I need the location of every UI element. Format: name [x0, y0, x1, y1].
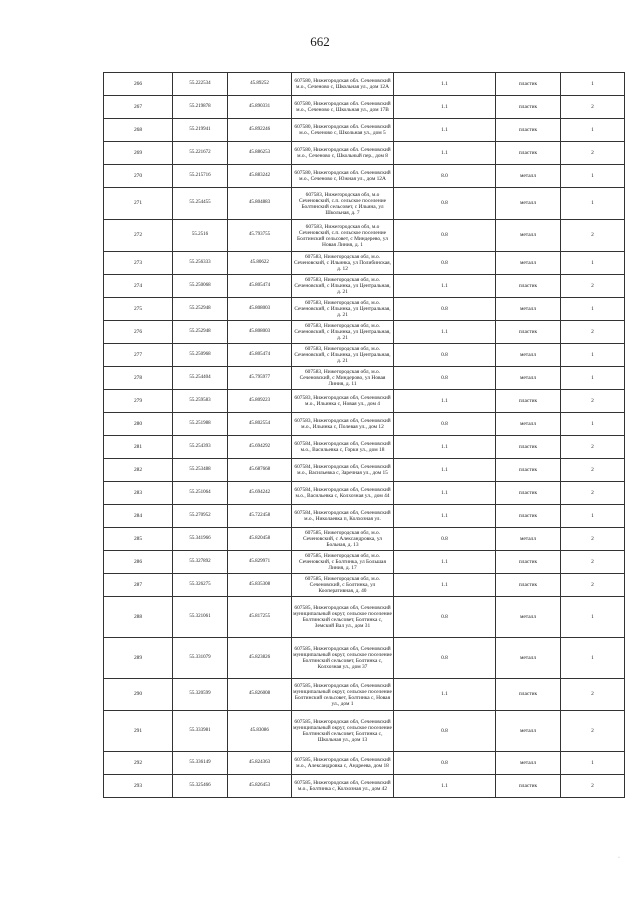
volume-cell: 1.1	[394, 679, 496, 711]
material-cell: металл	[496, 413, 561, 436]
volume-cell: 1.1	[394, 390, 496, 413]
material-cell: металл	[496, 220, 561, 252]
table-row	[104, 551, 625, 574]
address-cell: 607583, Нижегородская обл, Сеченовский м.о., Ильинка с, Полевая ул., дом 12	[292, 413, 394, 436]
address-cell: 607583, Нижегородская обл, м.о Сеченовский, с.п. сельское поселение Болтинский сельсовет, с Ильина, ул Школьная, д. 7	[292, 188, 394, 220]
longitude-cell: 45.795977	[228, 367, 292, 390]
volume-cell: 1.1	[394, 73, 496, 96]
table-row	[104, 73, 625, 96]
volume-cell: 1.1	[394, 551, 496, 574]
row-number: 288	[104, 597, 173, 638]
row-number: 279	[104, 390, 173, 413]
material-cell: металл	[496, 597, 561, 638]
table-row	[104, 390, 625, 413]
count-cell: 2	[561, 436, 625, 459]
material-cell: металл	[496, 165, 561, 188]
table-row	[104, 344, 625, 367]
table-row	[104, 436, 625, 459]
latitude-cell: 55.325466	[173, 775, 228, 798]
latitude-cell: 55.326275	[173, 574, 228, 597]
material-cell: пластик	[496, 436, 561, 459]
row-number: 266	[104, 73, 173, 96]
table-row	[104, 165, 625, 188]
address-cell: 607583, Нижегородская обл, м.о. Сеченовский, с Ильинка, ул Центральная, д. 21	[292, 321, 394, 344]
table-row	[104, 188, 625, 220]
material-cell: металл	[496, 528, 561, 551]
material-cell: металл	[496, 367, 561, 390]
material-cell: пластик	[496, 679, 561, 711]
row-number: 268	[104, 119, 173, 142]
row-number: 291	[104, 711, 173, 752]
count-cell: 1	[561, 119, 625, 142]
row-number: 292	[104, 752, 173, 775]
volume-cell: 0.8	[394, 344, 496, 367]
count-cell: 2	[561, 459, 625, 482]
latitude-cell: 55.254393	[173, 436, 228, 459]
longitude-cell: 45.722458	[228, 505, 292, 528]
latitude-cell: 55.341966	[173, 528, 228, 551]
latitude-cell: 55.327892	[173, 551, 228, 574]
longitude-cell: 45.694242	[228, 482, 292, 505]
row-number: 289	[104, 638, 173, 679]
table-row	[104, 775, 625, 798]
table-row	[104, 220, 625, 252]
volume-cell: 0.8	[394, 298, 496, 321]
latitude-cell: 55.222534	[173, 73, 228, 96]
longitude-cell: 45.890331	[228, 96, 292, 119]
material-cell: пластик	[496, 119, 561, 142]
latitude-cell: 55.256333	[173, 252, 228, 275]
table-row	[104, 252, 625, 275]
longitude-cell: 45.809223	[228, 390, 292, 413]
count-cell: 2	[561, 711, 625, 752]
latitude-cell: 55.219878	[173, 96, 228, 119]
row-number: 284	[104, 505, 173, 528]
table-row	[104, 711, 625, 752]
table-row	[104, 482, 625, 505]
count-cell: 1	[561, 344, 625, 367]
page-number: 662	[310, 34, 330, 49]
row-number: 286	[104, 551, 173, 574]
material-cell: пластик	[496, 459, 561, 482]
material-cell: пластик	[496, 482, 561, 505]
latitude-cell: 55.252948	[173, 321, 228, 344]
table-row	[104, 752, 625, 775]
row-number: 275	[104, 298, 173, 321]
volume-cell: 1.1	[394, 321, 496, 344]
table-row	[104, 142, 625, 165]
table-row	[104, 574, 625, 597]
latitude-cell: 55.331079	[173, 638, 228, 679]
longitude-cell: 45.824363	[228, 752, 292, 775]
address-cell: 607580, Нижегородская обл. Сеченовский м.о., Сеченово с, Южная ул., дом 12А	[292, 165, 394, 188]
row-number: 270	[104, 165, 173, 188]
table-row	[104, 505, 625, 528]
latitude-cell: 55.321061	[173, 597, 228, 638]
longitude-cell: 45.83086	[228, 711, 292, 752]
latitude-cell: 55.2516	[173, 220, 228, 252]
row-number: 285	[104, 528, 173, 551]
row-number: 287	[104, 574, 173, 597]
table-row	[104, 679, 625, 711]
latitude-cell: 55.251064	[173, 482, 228, 505]
address-cell: 607585, Нижегородская обл, Сеченовский муниципальный округ, сельское поселение Болтинский сельсовет, Болтинка с, Школьная ул., дом 13	[292, 711, 394, 752]
row-number: 293	[104, 775, 173, 798]
material-cell: пластик	[496, 73, 561, 96]
longitude-cell: 45.892246	[228, 119, 292, 142]
table-row	[104, 459, 625, 482]
address-cell: 607584, Нижегородская обл, Сеченовский м.о., Васильевка с, Колхозная ул., дом 44	[292, 482, 394, 505]
latitude-cell: 55.250068	[173, 275, 228, 298]
scan-mark: ·	[618, 855, 620, 861]
row-number: 271	[104, 188, 173, 220]
latitude-cell: 55.336149	[173, 752, 228, 775]
count-cell: 2	[561, 275, 625, 298]
material-cell: металл	[496, 252, 561, 275]
volume-cell: 0.8	[394, 367, 496, 390]
count-cell: 1	[561, 298, 625, 321]
row-number: 290	[104, 679, 173, 711]
table-row	[104, 96, 625, 119]
table-row	[104, 638, 625, 679]
material-cell: металл	[496, 344, 561, 367]
material-cell: пластик	[496, 96, 561, 119]
material-cell: пластик	[496, 505, 561, 528]
material-cell: металл	[496, 752, 561, 775]
material-cell: пластик	[496, 275, 561, 298]
volume-cell: 1.1	[394, 574, 496, 597]
volume-cell: 0.8	[394, 188, 496, 220]
volume-cell: 1.1	[394, 505, 496, 528]
material-cell: металл	[496, 298, 561, 321]
row-number: 273	[104, 252, 173, 275]
address-cell: 607583, Нижегородская обл, м.о. Сеченовский, с Ильинка, ул Центральная, д. 21	[292, 298, 394, 321]
latitude-cell: 55.254404	[173, 367, 228, 390]
volume-cell: 0.8	[394, 597, 496, 638]
address-cell: 607585, Нижегородская обл, Сеченовский муниципальный округ, сельское поселение Болтинский сельсовет, Болтинка с, Земский Вал ул., дом 31	[292, 597, 394, 638]
address-cell: 607585, Нижегородская обл, Сеченовский муниципальный округ, сельское поселение Болтинский сельсовет, Болтинка с, Колхозная ул., дом 37	[292, 638, 394, 679]
longitude-cell: 45.804883	[228, 188, 292, 220]
material-cell: металл	[496, 638, 561, 679]
address-cell: 607585, Нижегородская обл, Сеченовский м.о., Александровка с, Андреева, дом 18	[292, 752, 394, 775]
count-cell: 1	[561, 252, 625, 275]
longitude-cell: 45.886253	[228, 142, 292, 165]
address-cell: 607583, Нижегородская обл, м.о. Сеченовский, с Ильинка, ул Центральная, д. 21	[292, 344, 394, 367]
row-number: 274	[104, 275, 173, 298]
longitude-cell: 45.687668	[228, 459, 292, 482]
latitude-cell: 55.252948	[173, 298, 228, 321]
table-row	[104, 597, 625, 638]
longitude-cell: 45.829971	[228, 551, 292, 574]
count-cell: 1	[561, 188, 625, 220]
volume-cell: 0.8	[394, 638, 496, 679]
volume-cell: 0.8	[394, 711, 496, 752]
latitude-cell: 55.270952	[173, 505, 228, 528]
address-cell: 607583, Нижегородская обл, м.о Сеченовский, с.п. сельское поселение Болтинский сельсовет, с Миндерево, ул Новая Линия, д. 1	[292, 220, 394, 252]
latitude-cell: 55.253488	[173, 459, 228, 482]
address-cell: 607583, Нижегородская обл, м.о. Сеченовский, с Ильинка, ул Центральная, д. 21	[292, 275, 394, 298]
latitude-cell: 55.320599	[173, 679, 228, 711]
count-cell: 1	[561, 73, 625, 96]
count-cell: 2	[561, 142, 625, 165]
latitude-cell: 55.219941	[173, 119, 228, 142]
row-number: 267	[104, 96, 173, 119]
count-cell: 2	[561, 528, 625, 551]
material-cell: пластик	[496, 390, 561, 413]
count-cell: 2	[561, 482, 625, 505]
volume-cell: 1.1	[394, 96, 496, 119]
count-cell: 2	[561, 390, 625, 413]
table-row	[104, 528, 625, 551]
volume-cell: 1.1	[394, 275, 496, 298]
table-row	[104, 298, 625, 321]
address-cell: 607580, Нижегородская обл. Сеченовский м.о., Сеченово с, Школьная ул., дом 17В	[292, 96, 394, 119]
material-cell: пластик	[496, 551, 561, 574]
address-cell: 607580, Нижегородская обл. Сеченовский м.о., Сеченово с, Школьная ул., дом 5	[292, 119, 394, 142]
longitude-cell: 45.802554	[228, 413, 292, 436]
count-cell: 2	[561, 574, 625, 597]
longitude-cell: 45.826008	[228, 679, 292, 711]
address-cell: 607585, Нижегородская обл, Сеченовский м.о., Болтинка с, Колхозная ул., дом 42	[292, 775, 394, 798]
longitude-cell: 45.805474	[228, 344, 292, 367]
address-cell: 607585, Нижегородская обл, Сеченовский муниципальный округ, сельское поселение Болтинский сельсовет, Болтинка с, Новая ул., дом 1	[292, 679, 394, 711]
address-cell: 607585, Нижегородская обл, м.о. Сеченовский, с Болтинка, ул Большая Линия, д. 17	[292, 551, 394, 574]
longitude-cell: 45.805474	[228, 275, 292, 298]
count-cell: 1	[561, 752, 625, 775]
table-row	[104, 119, 625, 142]
volume-cell: 1.1	[394, 459, 496, 482]
address-cell: 607585, Нижегородская обл, м.о. Сеченовский, с Болтинка, ул Кооперативная, д. 40	[292, 574, 394, 597]
longitude-cell: 45.808003	[228, 321, 292, 344]
latitude-cell: 55.259583	[173, 390, 228, 413]
count-cell: 2	[561, 321, 625, 344]
latitude-cell: 55.333981	[173, 711, 228, 752]
table-row	[104, 367, 625, 390]
longitude-cell: 45.835308	[228, 574, 292, 597]
latitude-cell: 55.251988	[173, 413, 228, 436]
row-number: 276	[104, 321, 173, 344]
count-cell: 1	[561, 505, 625, 528]
count-cell: 2	[561, 220, 625, 252]
longitude-cell: 45.817255	[228, 597, 292, 638]
volume-cell: 0.8	[394, 752, 496, 775]
count-cell: 2	[561, 551, 625, 574]
longitude-cell: 45.808003	[228, 298, 292, 321]
volume-cell: 1.1	[394, 436, 496, 459]
volume-cell: 1.1	[394, 775, 496, 798]
volume-cell: 0.8	[394, 528, 496, 551]
volume-cell: 0.8	[394, 252, 496, 275]
longitude-cell: 45.826453	[228, 775, 292, 798]
volume-cell: 1.1	[394, 482, 496, 505]
latitude-cell: 55.250968	[173, 344, 228, 367]
count-cell: 1	[561, 638, 625, 679]
address-cell: 607585, Нижегородская обл, м.о. Сеченовский, с Александровка, ул Больная, д. 13	[292, 528, 394, 551]
table-row	[104, 413, 625, 436]
address-cell: 607584, Нижегородская обл, Сеченовский м.о., Васильевка с, Горки ул., дом 18	[292, 436, 394, 459]
row-number: 278	[104, 367, 173, 390]
row-number: 269	[104, 142, 173, 165]
longitude-cell: 45.694292	[228, 436, 292, 459]
table-row	[104, 275, 625, 298]
latitude-cell: 55.221672	[173, 142, 228, 165]
material-cell: пластик	[496, 574, 561, 597]
longitude-cell: 45.793755	[228, 220, 292, 252]
row-number: 281	[104, 436, 173, 459]
count-cell: 1	[561, 597, 625, 638]
container-sites-table	[103, 72, 625, 798]
longitude-cell: 45.820458	[228, 528, 292, 551]
longitude-cell: 45.823826	[228, 638, 292, 679]
material-cell: пластик	[496, 142, 561, 165]
material-cell: пластик	[496, 775, 561, 798]
latitude-cell: 55.254455	[173, 188, 228, 220]
volume-cell: 0.8	[394, 413, 496, 436]
material-cell: пластик	[496, 321, 561, 344]
material-cell: металл	[496, 711, 561, 752]
row-number: 272	[104, 220, 173, 252]
row-number: 277	[104, 344, 173, 367]
count-cell: 2	[561, 96, 625, 119]
longitude-cell: 45.89252	[228, 73, 292, 96]
count-cell: 1	[561, 413, 625, 436]
address-cell: 607583, Нижегородская обл, м.о. Сеченовский, с Миндерово, ул Новая Линия, д. 11	[292, 367, 394, 390]
longitude-cell: 45.883242	[228, 165, 292, 188]
count-cell: 2	[561, 679, 625, 711]
row-number: 283	[104, 482, 173, 505]
volume-cell: 1.1	[394, 119, 496, 142]
count-cell: 2	[561, 775, 625, 798]
longitude-cell: 45.80622	[228, 252, 292, 275]
row-number: 280	[104, 413, 173, 436]
row-number: 282	[104, 459, 173, 482]
address-cell: 607580, Нижегородская обл. Сеченовский м.о., Сеченово с, Школьная ул., дом 12А	[292, 73, 394, 96]
volume-cell: 1.1	[394, 142, 496, 165]
table-row	[104, 321, 625, 344]
material-cell: металл	[496, 188, 561, 220]
count-cell: 1	[561, 367, 625, 390]
address-cell: 607584, Нижегородская обл, Сеченовский м.о., Васильевка с, Заречная ул., дом 15	[292, 459, 394, 482]
address-cell: 607583, Нижегородская обл, Сеченовский м.о., Ильинка с, Новая ул., дом 4	[292, 390, 394, 413]
volume-cell: 0.8	[394, 220, 496, 252]
address-cell: 607584, Нижегородская обл, Сеченовский м.о., Николаевка п, Колхозная ул.	[292, 505, 394, 528]
address-cell: 607583, Нижегородская обл, м.о. Сеченовский, с Ильинка, ул Полибинская, д. 12	[292, 252, 394, 275]
volume-cell: 8.0	[394, 165, 496, 188]
count-cell: 1	[561, 165, 625, 188]
address-cell: 607580, Нижегородская обл. Сеченовский м.о., Сеченово с, Школьный пер., дом 8	[292, 142, 394, 165]
latitude-cell: 55.215716	[173, 165, 228, 188]
